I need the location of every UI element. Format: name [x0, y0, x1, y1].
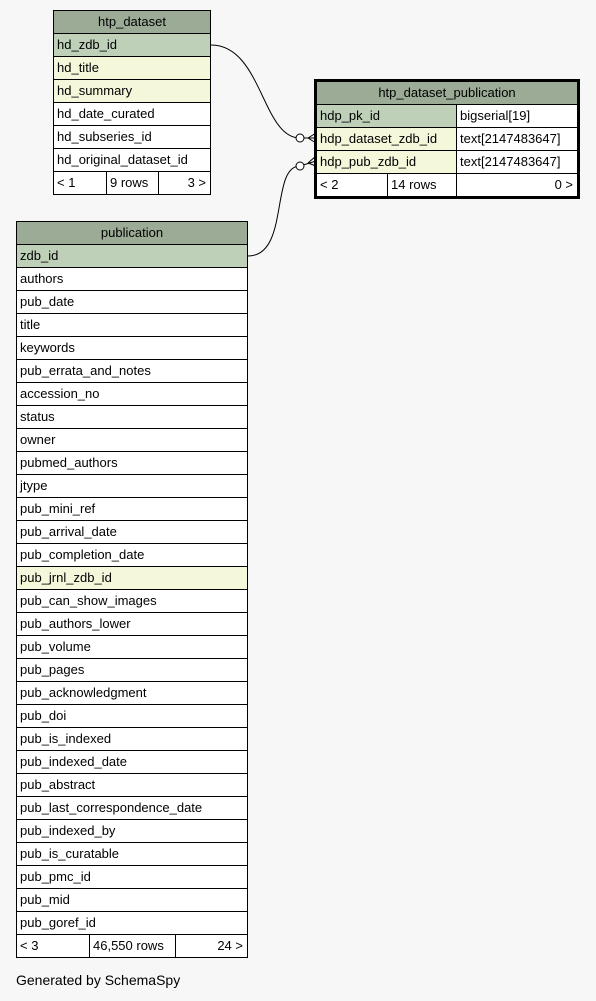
column-row[interactable]: hd_summary — [54, 80, 210, 103]
table-htp-dataset-publication-title[interactable]: htp_dataset_publication — [317, 82, 577, 105]
column-row[interactable] — [317, 105, 577, 128]
parents-count: < 2 — [317, 174, 388, 196]
column-row[interactable]: pub_acknowledgment — [17, 682, 247, 705]
rows-count: 46,550 rows — [90, 935, 176, 957]
column-name: hdp_pk_id — [317, 105, 457, 127]
column-row[interactable]: pub_last_correspondence_date — [17, 797, 247, 820]
edge-dataset-crowsfoot-marker — [296, 134, 304, 142]
column-type: text[2147483647] — [457, 151, 577, 173]
column-row[interactable]: title — [17, 314, 247, 337]
table-htp-dataset-footer — [54, 172, 210, 194]
table-htp-dataset-title[interactable]: htp_dataset — [54, 11, 210, 34]
column-type: bigserial[19] — [457, 105, 577, 127]
column-name: hdp_pub_zdb_id — [317, 151, 457, 173]
column-row[interactable]: hd_subseries_id — [54, 126, 210, 149]
column-row[interactable]: hd_date_curated — [54, 103, 210, 126]
generated-by-label: Generated by SchemaSpy — [16, 972, 181, 988]
column-row[interactable]: keywords — [17, 337, 247, 360]
table-htp-dataset-publication[interactable] — [314, 79, 580, 199]
column-name: hdp_dataset_zdb_id — [317, 128, 457, 150]
column-row[interactable]: pub_is_curatable — [17, 843, 247, 866]
edge-dataset-to-publication-link — [211, 45, 316, 138]
column-row[interactable]: pub_indexed_date — [17, 751, 247, 774]
column-row[interactable]: pub_is_indexed — [17, 728, 247, 751]
column-row[interactable] — [317, 128, 577, 151]
column-row[interactable]: status — [17, 406, 247, 429]
column-row[interactable] — [317, 151, 577, 174]
column-row[interactable]: accession_no — [17, 383, 247, 406]
column-row[interactable]: jtype — [17, 475, 247, 498]
table-htp-dataset[interactable] — [53, 10, 211, 195]
column-row[interactable]: pub_abstract — [17, 774, 247, 797]
column-row[interactable]: pub_errata_and_notes — [17, 360, 247, 383]
column-row[interactable]: pub_arrival_date — [17, 521, 247, 544]
children-count: 24 > — [217, 938, 243, 953]
column-row[interactable]: pub_mid — [17, 889, 247, 912]
column-row[interactable]: pub_completion_date — [17, 544, 247, 567]
table-htp-dataset-publication-footer — [317, 174, 577, 196]
column-row[interactable]: pub_can_show_images — [17, 590, 247, 613]
column-row[interactable]: pub_date — [17, 291, 247, 314]
rows-count: 14 rows — [388, 174, 457, 196]
column-row[interactable]: pub_doi — [17, 705, 247, 728]
column-type: text[2147483647] — [457, 128, 577, 150]
column-row[interactable]: hd_title — [54, 57, 210, 80]
parents-count: < 3 — [17, 935, 90, 957]
column-row[interactable]: pub_pages — [17, 659, 247, 682]
column-row[interactable]: pub_mini_ref — [17, 498, 247, 521]
column-row[interactable]: pub_jrnl_zdb_id — [17, 567, 247, 590]
column-row[interactable]: hd_zdb_id — [54, 34, 210, 57]
edge-publication-crowsfoot-marker — [296, 162, 304, 170]
column-row[interactable]: hd_original_dataset_id — [54, 149, 210, 172]
children-count: 0 > — [554, 177, 573, 192]
column-row[interactable]: authors — [17, 268, 247, 291]
rows-count: 9 rows — [107, 172, 159, 194]
children-count: 3 > — [187, 175, 206, 190]
column-row[interactable]: pub_goref_id — [17, 912, 247, 935]
table-publication[interactable] — [16, 221, 248, 958]
table-publication-footer — [17, 935, 247, 957]
column-row[interactable]: pub_pmc_id — [17, 866, 247, 889]
edge-publication-to-link — [248, 161, 316, 256]
column-row[interactable]: pub_authors_lower — [17, 613, 247, 636]
column-row[interactable]: pub_indexed_by — [17, 820, 247, 843]
column-row[interactable]: pub_volume — [17, 636, 247, 659]
parents-count: < 1 — [54, 172, 107, 194]
column-row[interactable]: zdb_id — [17, 245, 247, 268]
column-row[interactable]: pubmed_authors — [17, 452, 247, 475]
table-publication-title[interactable]: publication — [17, 222, 247, 245]
column-row[interactable]: owner — [17, 429, 247, 452]
